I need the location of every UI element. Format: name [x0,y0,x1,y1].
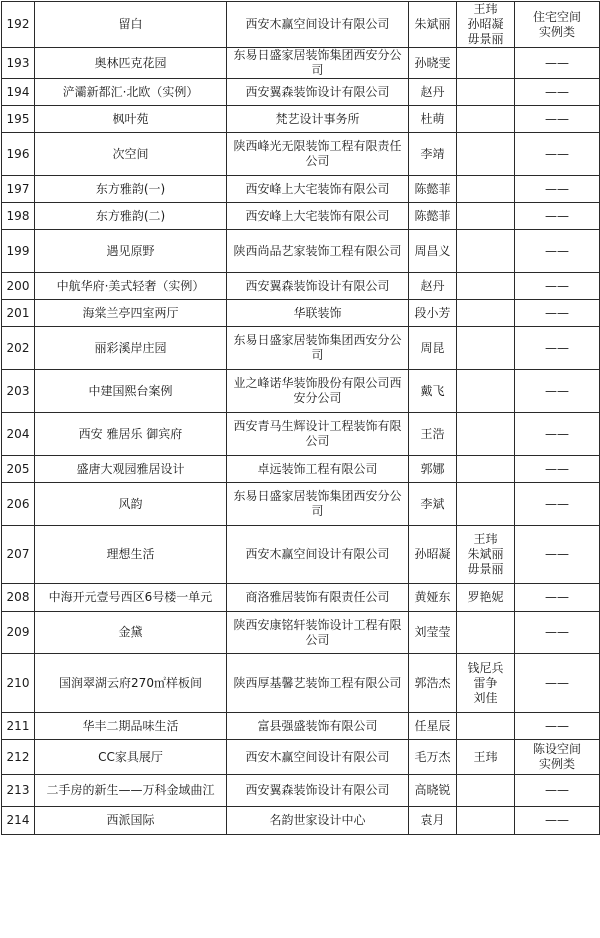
designer-name: 陈懿菲 [409,203,457,230]
project-name: 理想生活 [35,526,227,584]
company-name: 东易日盛家居装饰集团西安分公司 [227,48,409,79]
category-cell: —— [515,654,600,713]
company-name: 西安翼森装饰设计有限公司 [227,79,409,106]
company-name: 陕西安康铭轩装饰设计工程有限公司 [227,612,409,654]
row-number: 204 [2,413,35,456]
company-name: 西安木赢空间设计有限公司 [227,740,409,775]
row-number: 197 [2,176,35,203]
project-name: 留白 [35,2,227,48]
team-members [457,230,515,273]
designer-name: 王浩 [409,413,457,456]
category-cell: —— [515,413,600,456]
company-name: 东易日盛家居装饰集团西安分公司 [227,483,409,526]
row-number: 201 [2,300,35,327]
team-members [457,483,515,526]
table-row [2,203,600,230]
row-number: 195 [2,106,35,133]
project-name: 中建国熙台案例 [35,370,227,413]
row-number: 196 [2,133,35,176]
row-number: 194 [2,79,35,106]
row-number: 212 [2,740,35,775]
project-name: 东方雅韵(一) [35,176,227,203]
category-cell: —— [515,584,600,612]
designer-name: 段小芳 [409,300,457,327]
team-members [457,413,515,456]
company-name: 梵艺设计事务所 [227,106,409,133]
table-row [2,176,600,203]
team-members [457,203,515,230]
category-cell: —— [515,370,600,413]
table-row [2,654,600,713]
designer-name: 刘莹莹 [409,612,457,654]
team-members: 王玮 朱斌丽 毋景丽 [457,526,515,584]
category-cell: —— [515,79,600,106]
table-row [2,370,600,413]
category-cell: 陈设空间 实例类 [515,740,600,775]
team-members [457,612,515,654]
company-name: 西安木赢空间设计有限公司 [227,2,409,48]
company-name: 业之峰诺华装饰股份有限公司西安分公司 [227,370,409,413]
category-cell: —— [515,775,600,807]
table-row [2,413,600,456]
team-members [457,775,515,807]
table-row [2,300,600,327]
project-name: 风韵 [35,483,227,526]
project-name: 西派国际 [35,807,227,835]
table-row [2,456,600,483]
company-name: 西安峰上大宅装饰有限公司 [227,203,409,230]
designer-name: 陈懿菲 [409,176,457,203]
designer-name: 高晓锐 [409,775,457,807]
company-name: 陕西峰光无限装饰工程有限责任公司 [227,133,409,176]
team-members [457,273,515,300]
category-cell: —— [515,483,600,526]
table-row [2,740,600,775]
row-number: 205 [2,456,35,483]
team-members [457,456,515,483]
team-members: 罗艳妮 [457,584,515,612]
company-name: 卓远装饰工程有限公司 [227,456,409,483]
designer-name: 孙晓雯 [409,48,457,79]
project-name: 枫叶苑 [35,106,227,133]
project-name: 中海开元壹号西区6号楼一单元 [35,584,227,612]
row-number: 213 [2,775,35,807]
row-number: 198 [2,203,35,230]
team-members [457,106,515,133]
team-members [457,300,515,327]
row-number: 192 [2,2,35,48]
company-name: 西安翼森装饰设计有限公司 [227,775,409,807]
row-number: 210 [2,654,35,713]
table-row [2,807,600,835]
category-cell: 住宅空间 实例类 [515,2,600,48]
team-members: 王玮 孙昭凝 毋景丽 [457,2,515,48]
row-number: 193 [2,48,35,79]
designer-name: 郭浩杰 [409,654,457,713]
project-name: 金黛 [35,612,227,654]
team-members [457,48,515,79]
project-name: 华丰二期品味生活 [35,713,227,740]
team-members [457,79,515,106]
designer-name: 黄娅东 [409,584,457,612]
category-cell: —— [515,106,600,133]
company-name: 西安峰上大宅装饰有限公司 [227,176,409,203]
company-name: 陕西尚品艺家装饰工程有限公司 [227,230,409,273]
project-name: 丽彩溪岸庄园 [35,327,227,370]
category-cell: —— [515,203,600,230]
company-name: 华联装饰 [227,300,409,327]
designer-name: 郭娜 [409,456,457,483]
project-name: 次空间 [35,133,227,176]
table-row [2,526,600,584]
designer-name: 杜萌 [409,106,457,133]
designer-name: 李斌 [409,483,457,526]
table-row [2,133,600,176]
table-row [2,327,600,370]
table-row [2,483,600,526]
row-number: 209 [2,612,35,654]
project-name: CC家具展厅 [35,740,227,775]
category-cell: —— [515,327,600,370]
project-name: 遇见原野 [35,230,227,273]
row-number: 208 [2,584,35,612]
designer-name: 赵丹 [409,79,457,106]
row-number: 203 [2,370,35,413]
table-row [2,713,600,740]
table-row [2,79,600,106]
table-row [2,273,600,300]
company-name: 商洛雅居装饰有限责任公司 [227,584,409,612]
team-members [457,370,515,413]
project-name: 东方雅韵(二) [35,203,227,230]
designer-name: 戴飞 [409,370,457,413]
team-members: 王玮 [457,740,515,775]
row-number: 202 [2,327,35,370]
category-cell: —— [515,176,600,203]
company-name: 东易日盛家居装饰集团西安分公司 [227,327,409,370]
category-cell: —— [515,807,600,835]
team-members: 钱尼兵 雷争 刘佳 [457,654,515,713]
project-name: 中航华府·美式轻奢（实例） [35,273,227,300]
designer-name: 袁月 [409,807,457,835]
category-cell: —— [515,526,600,584]
row-number: 199 [2,230,35,273]
designer-name: 李靖 [409,133,457,176]
entries-table [1,1,600,835]
category-cell: —— [515,300,600,327]
designer-name: 周昌义 [409,230,457,273]
table-row [2,48,600,79]
project-name: 国润翠湖云府270㎡样板间 [35,654,227,713]
row-number: 206 [2,483,35,526]
row-number: 211 [2,713,35,740]
row-number: 207 [2,526,35,584]
designer-name: 毛万杰 [409,740,457,775]
company-name: 富县强盛装饰有限公司 [227,713,409,740]
table-row [2,2,600,48]
designer-name: 赵丹 [409,273,457,300]
team-members [457,133,515,176]
project-name: 盛唐大观园雅居设计 [35,456,227,483]
project-name: 浐灞新都汇·北欧（实例） [35,79,227,106]
designer-name: 任星辰 [409,713,457,740]
team-members [457,807,515,835]
project-name: 奥林匹克花园 [35,48,227,79]
category-cell: —— [515,456,600,483]
company-name: 西安木赢空间设计有限公司 [227,526,409,584]
table-row [2,106,600,133]
project-name: 二手房的新生——万科金域曲江 [35,775,227,807]
table-row [2,584,600,612]
project-name: 海棠兰亭四室两厅 [35,300,227,327]
table-row [2,230,600,273]
category-cell: —— [515,612,600,654]
row-number: 214 [2,807,35,835]
company-name: 西安翼森装饰设计有限公司 [227,273,409,300]
team-members [457,713,515,740]
company-name: 陕西厚基馨艺装饰工程有限公司 [227,654,409,713]
category-cell: —— [515,48,600,79]
team-members [457,327,515,370]
table-row [2,775,600,807]
category-cell: —— [515,713,600,740]
category-cell: —— [515,273,600,300]
row-number: 200 [2,273,35,300]
designer-name: 周昆 [409,327,457,370]
table-row [2,612,600,654]
designer-name: 朱斌丽 [409,2,457,48]
category-cell: —— [515,133,600,176]
company-name: 名韵世家设计中心 [227,807,409,835]
project-name: 西安 雅居乐 御宾府 [35,413,227,456]
company-name: 西安青马生辉设计工程装饰有限公司 [227,413,409,456]
designer-name: 孙昭凝 [409,526,457,584]
category-cell: —— [515,230,600,273]
team-members [457,176,515,203]
